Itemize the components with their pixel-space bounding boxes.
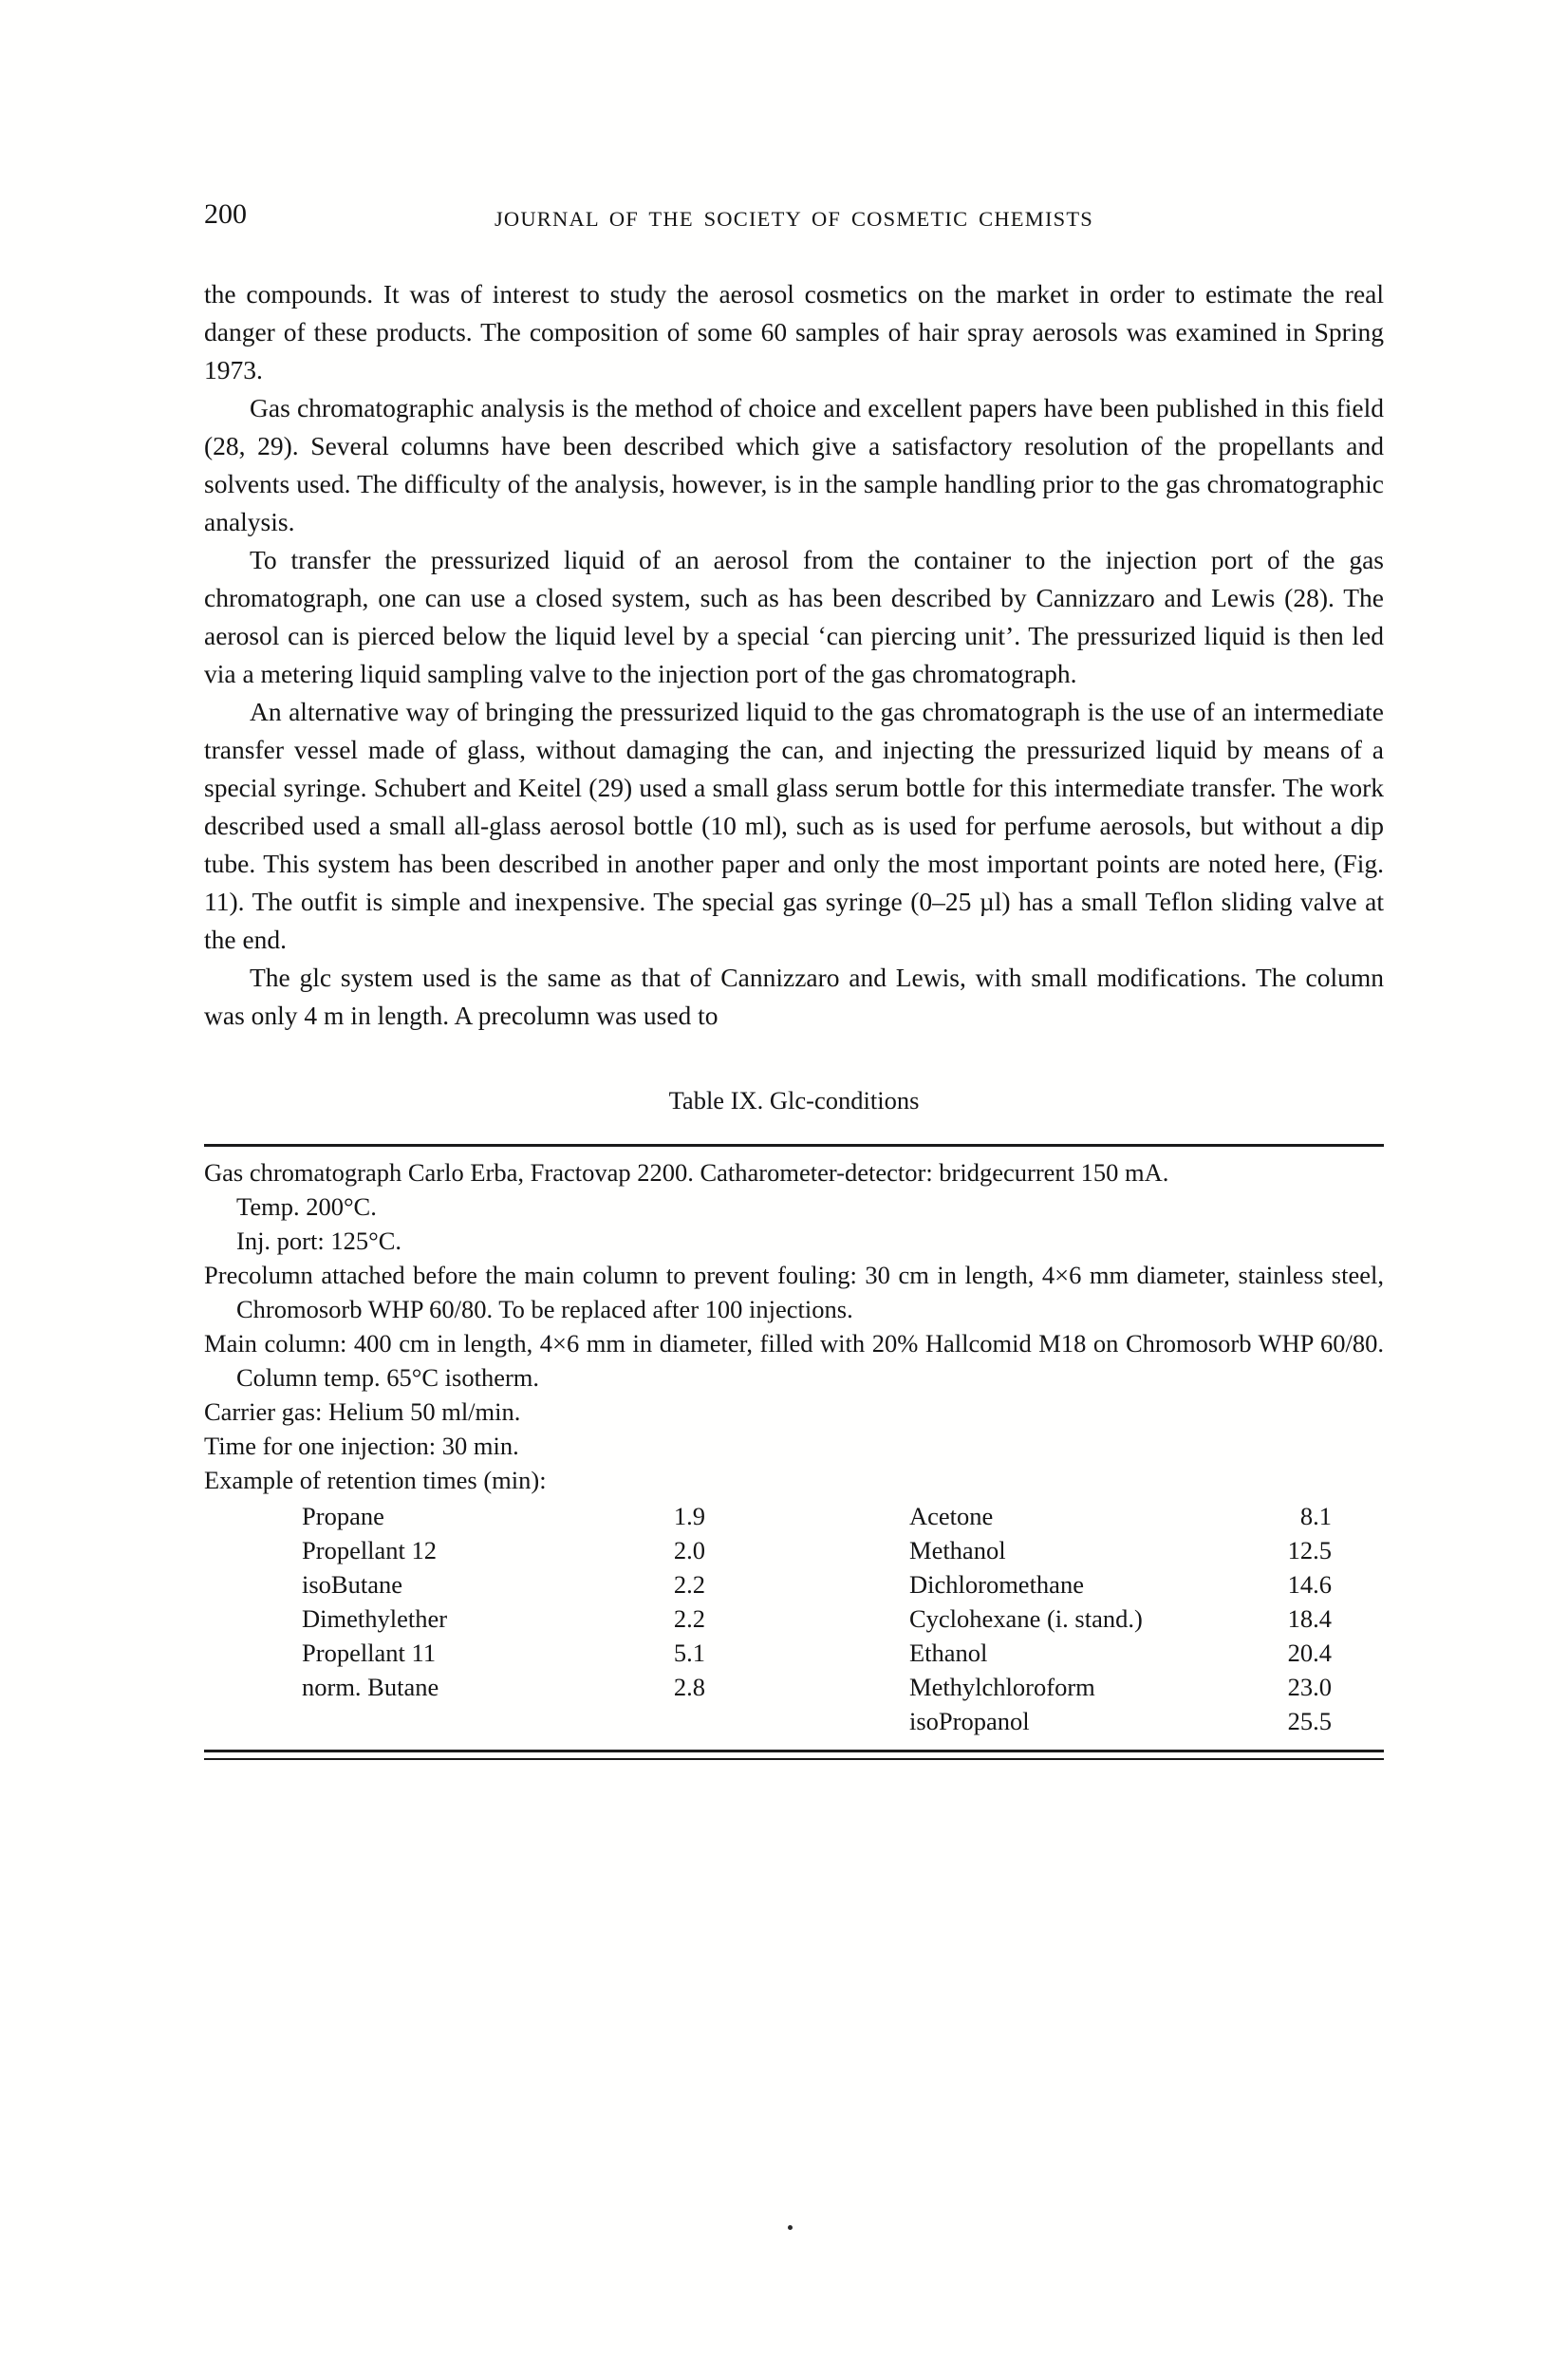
retention-time: 12.5 bbox=[1287, 1536, 1332, 1564]
retention-time: 23.0 bbox=[1287, 1673, 1332, 1701]
body-paragraph: An alternative way of bringing the pressurized liquid to the gas chromatograph is the use of an intermediate transfer vessel made of glass, without damaging the can, and injecting the pressurized liquid by means of a special syringe. Schubert and Keitel (29) used a small glass serum bottle for this intermediate transfer. The work described used a small all-glass aerosol bottle (10 ml), such as is used for perfume aerosols, but without a dip tube. This system has been described in another paper and only the most important points are noted here, (Fig. 11). The outfit is simple and inexpensive. The special gas syringe (0–25 µl) has a small Teflon sliding valve at the end. bbox=[204, 697, 1384, 954]
retention-time: 14.6 bbox=[1287, 1570, 1332, 1599]
compound-name: Dimethylether bbox=[302, 1604, 448, 1633]
condition-line: Time for one injection: 30 min. bbox=[204, 1432, 519, 1460]
retention-row bbox=[302, 1636, 1384, 1670]
scan-artifact-dot bbox=[788, 2225, 793, 2230]
retention-time: 2.2 bbox=[673, 1604, 705, 1633]
condition-line: Temp. 200°C. bbox=[236, 1192, 377, 1221]
retention-time bbox=[553, 1704, 705, 1738]
retention-time: 2.0 bbox=[673, 1536, 705, 1564]
retention-time: 2.2 bbox=[673, 1570, 705, 1599]
body-paragraph: Gas chromatographic analysis is the method of choice and excellent papers have been published in this field (28, 29). Several columns have been described which give a satisfactory resolution of the propellants and solvents used. The difficulty of the analysis, however, is in the sample handling prior to the gas chromatographic analysis. bbox=[204, 393, 1384, 536]
condition-line: Precolumn attached before the main column to prevent fouling: 30 cm in length, 4×6 mm diameter, stainless steel, Chromosorb WHP 60/80. To be replaced after 100 injections. bbox=[204, 1261, 1384, 1323]
condition-line: Inj. port: 125°C. bbox=[236, 1227, 402, 1255]
retention-time: 5.1 bbox=[673, 1639, 705, 1667]
compound-name: isoButane bbox=[302, 1570, 402, 1599]
retention-time: 2.8 bbox=[673, 1673, 705, 1701]
body-paragraph: To transfer the pressurized liquid of an aerosol from the container to the injection port of the gas chromatograph, one can use a closed system, such as has been described by Cannizzaro and Lewis (28). The aerosol can is pierced below the liquid level by a special ‘can piercing unit’. The pressurized liquid is then led via a metering liquid sampling valve to the injection port of the gas chromatograph. bbox=[204, 545, 1384, 688]
compound-name: Acetone bbox=[909, 1502, 994, 1530]
compound-name: Methanol bbox=[909, 1536, 1006, 1564]
retention-time: 18.4 bbox=[1287, 1604, 1332, 1633]
table-bottom-rule-2 bbox=[204, 1758, 1384, 1760]
glc-conditions-table bbox=[204, 1144, 1384, 1760]
compound-name bbox=[302, 1704, 553, 1738]
retention-row bbox=[302, 1533, 1384, 1567]
compound-name: Propellant 11 bbox=[302, 1639, 437, 1667]
retention-time: 1.9 bbox=[673, 1502, 705, 1530]
retention-row bbox=[302, 1704, 1384, 1738]
retention-time: 25.5 bbox=[1287, 1707, 1332, 1735]
table-conditions bbox=[204, 1147, 1384, 1499]
retention-time: 8.1 bbox=[1299, 1502, 1332, 1530]
retention-row bbox=[302, 1567, 1384, 1601]
condition-line: Example of retention times (min): bbox=[204, 1466, 547, 1494]
condition-line: Gas chromatograph Carlo Erba, Fractovap 2200. Catharometer-detector: bridgecurrent 150 mA. bbox=[204, 1158, 1169, 1187]
page-number: 200 bbox=[204, 198, 247, 230]
body-paragraph: the compounds. It was of interest to study the aerosol cosmetics on the market in order to estimate the real danger of these products. The composition of some 60 samples of hair spray aerosols was examined in Spring 1973. bbox=[204, 279, 1384, 384]
retention-row bbox=[302, 1670, 1384, 1704]
page-header bbox=[204, 198, 1384, 234]
retention-row bbox=[302, 1601, 1384, 1636]
body-paragraph: The glc system used is the same as that of Cannizzaro and Lewis, with small modifications. The column was only 4 m in length. A precolumn was used to bbox=[204, 963, 1384, 1030]
table-caption: Table IX. Glc-conditions bbox=[668, 1086, 920, 1114]
compound-name: Methylchloroform bbox=[909, 1673, 1095, 1701]
compound-name: norm. Butane bbox=[302, 1673, 439, 1701]
condition-line: Carrier gas: Helium 50 ml/min. bbox=[204, 1397, 521, 1426]
journal-title: JOURNAL OF THE SOCIETY OF COSMETIC CHEMISTS bbox=[494, 207, 1094, 231]
compound-name: Ethanol bbox=[909, 1639, 988, 1667]
retention-times-list bbox=[302, 1499, 1384, 1738]
compound-name: Propane bbox=[302, 1502, 384, 1530]
page-content bbox=[204, 198, 1384, 1760]
article-body bbox=[204, 275, 1384, 1035]
retention-row bbox=[302, 1499, 1384, 1533]
compound-name: Dichloromethane bbox=[909, 1570, 1084, 1599]
condition-line: Main column: 400 cm in length, 4×6 mm in diameter, filled with 20% Hallcomid M18 on Chromosorb WHP 60/80. Column temp. 65°C isotherm. bbox=[204, 1329, 1384, 1392]
compound-name: isoPropanol bbox=[909, 1707, 1030, 1735]
compound-name: Cyclohexane (i. stand.) bbox=[909, 1604, 1143, 1633]
retention-time: 20.4 bbox=[1287, 1639, 1332, 1667]
compound-name: Propellant 12 bbox=[302, 1536, 438, 1564]
